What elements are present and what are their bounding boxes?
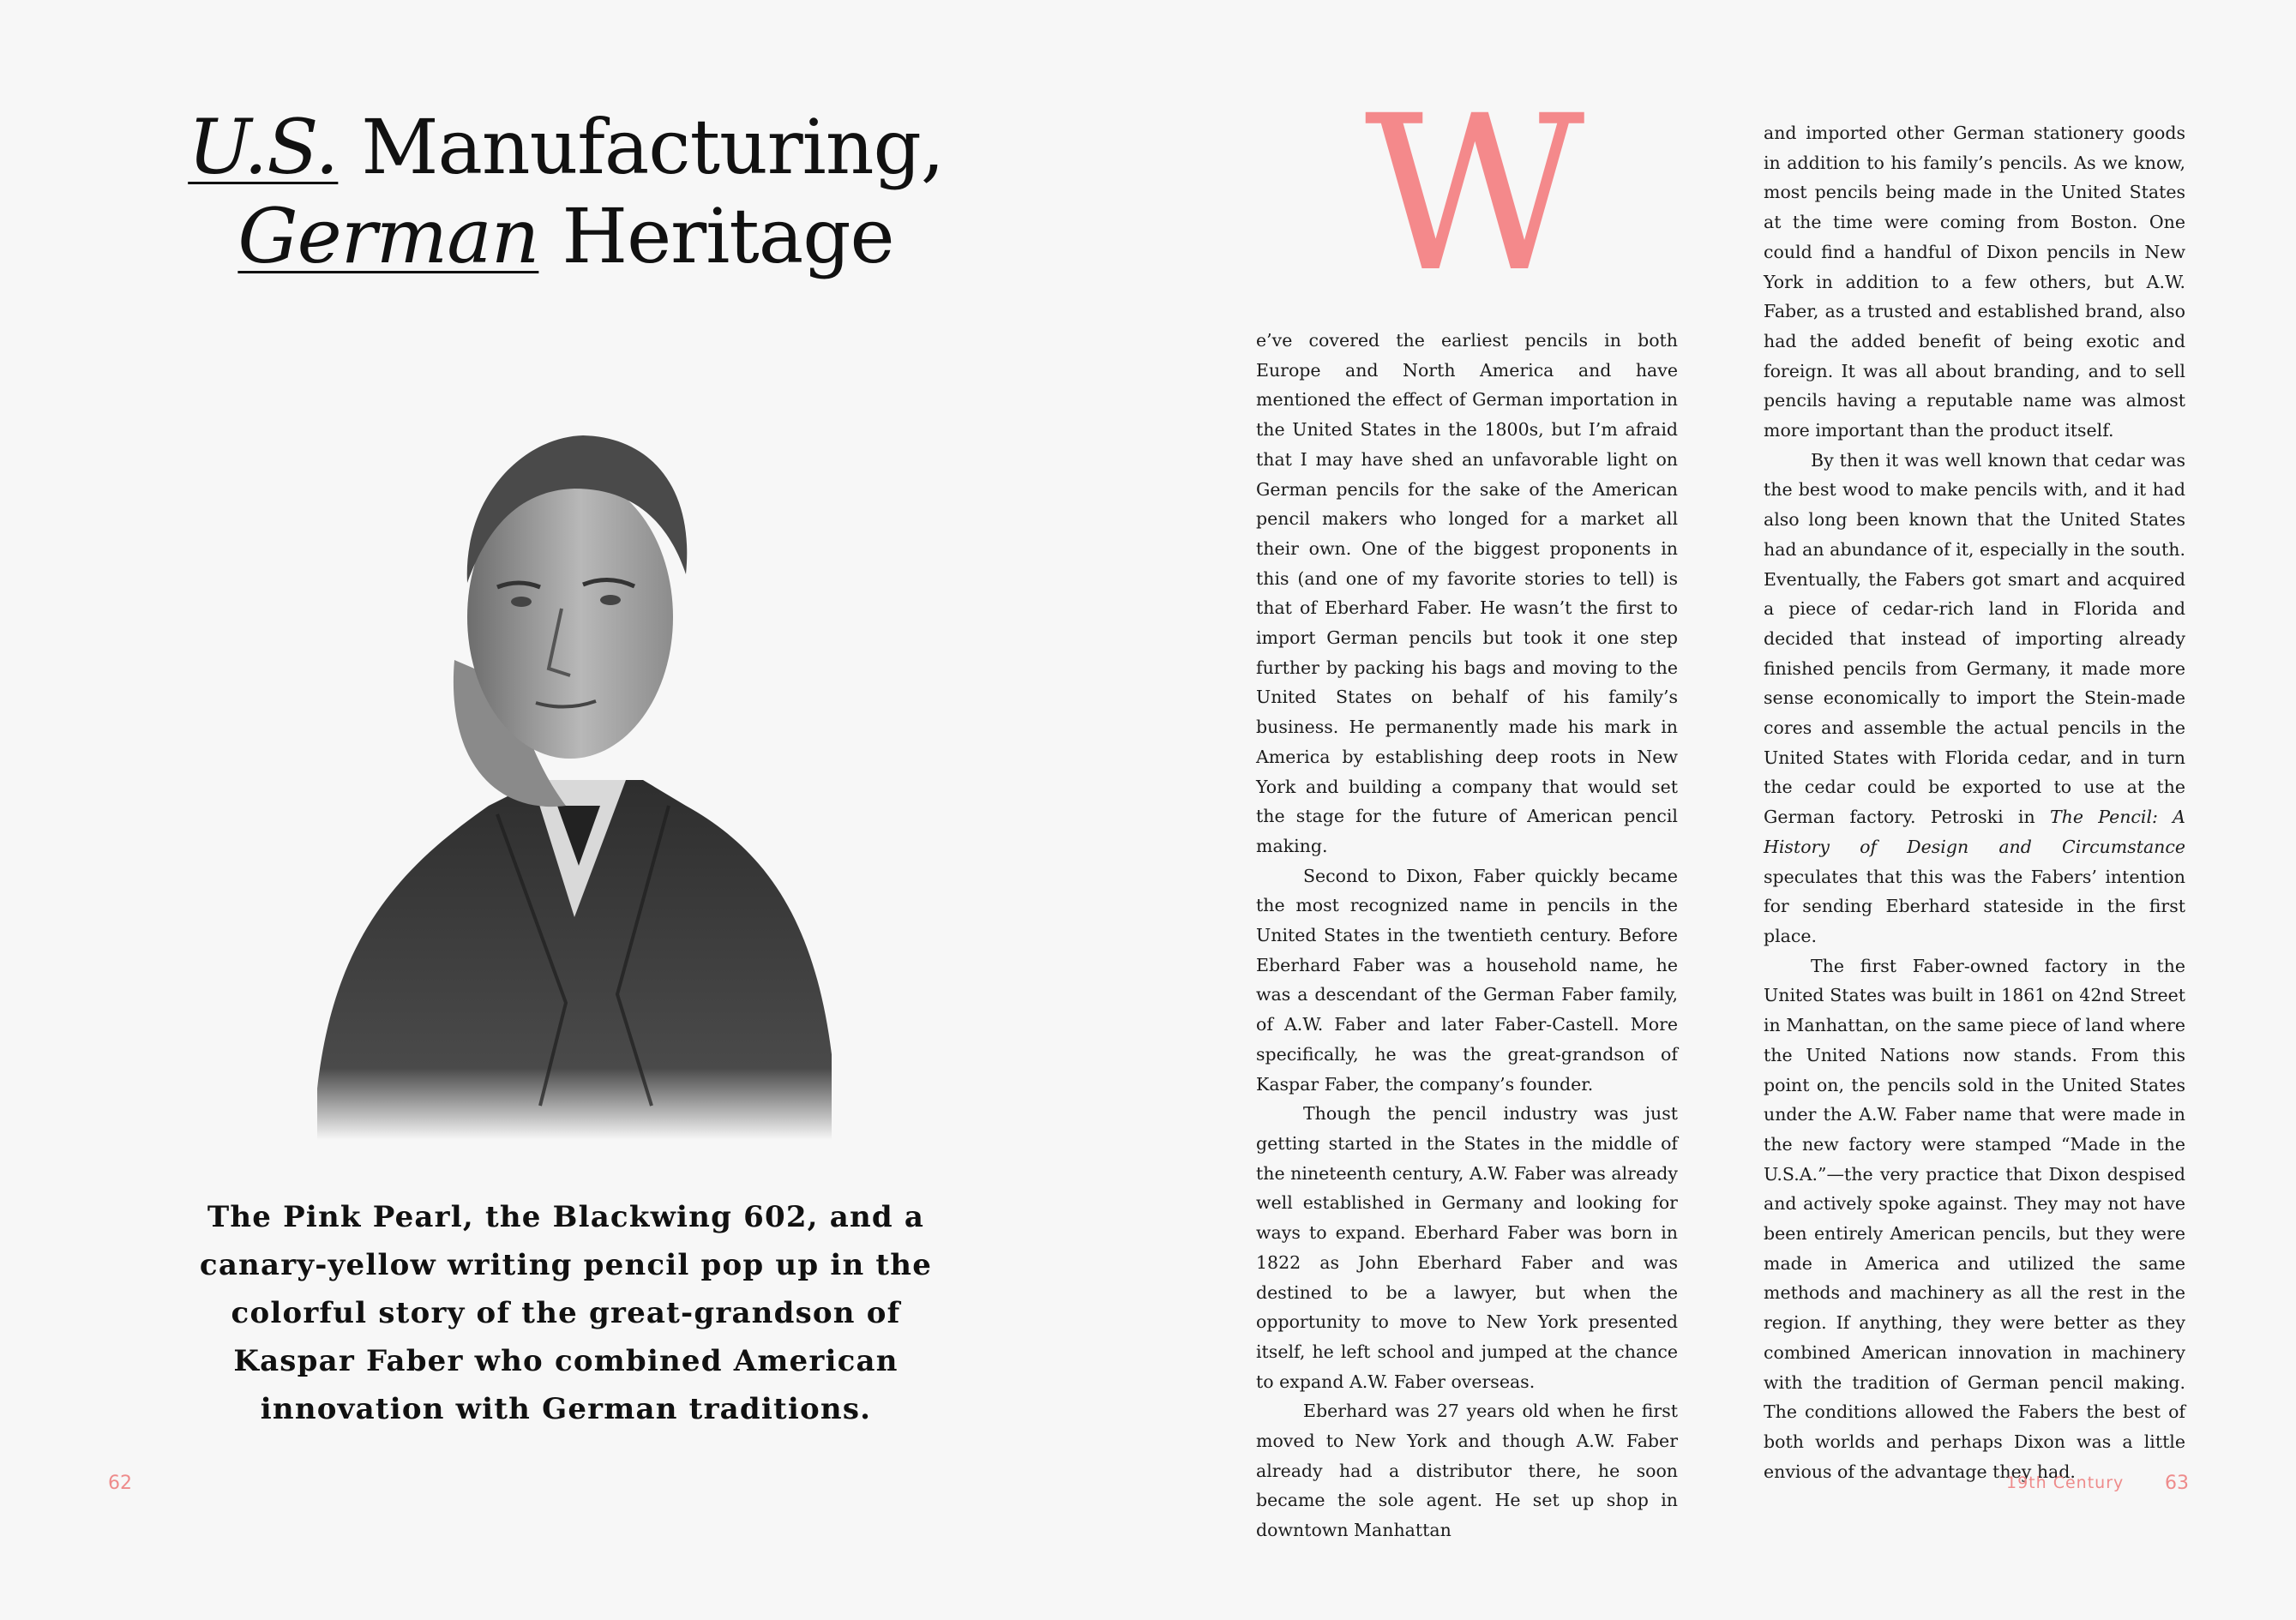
paragraph-text: speculates that this was the Fabers’ intention for sending Eberhard stateside in the first place. xyxy=(1764,866,2185,946)
book-title: The Pencil: A History of Design and Circumstance xyxy=(1764,807,2185,857)
body-column-2 xyxy=(1764,118,2185,1486)
eberhard-faber-portrait xyxy=(283,403,866,1140)
chapter-blurb: The Pink Pearl, the Blackwing 602, and a canary-yellow writing pencil pop up in the colorful story of the great-grandson of Kaspar Faber who combined American innovation with German traditions. xyxy=(199,1200,933,1426)
paragraph: Second to Dixon, Faber quickly became the most recognized name in pencils in the United States in the twentieth century. Before Eberhard Faber was a household name, he was a descendant of the German Faber family, of A.W. Faber and later Faber-Castell. More specifically, he was the great-grandson of Kaspar Faber, the company’s founder. xyxy=(1256,865,1678,1095)
drop-cap: W xyxy=(1364,69,1585,319)
running-head: 19th Century xyxy=(2006,1473,2125,1492)
paragraph xyxy=(1764,446,2185,951)
paragraph-text: By then it was well known that cedar was the best wood to make pencils with, and it had also long been known that the United States had an abundance of it, especially in the south. Eventually, the Fabers got smart and acquired a piece of cedar-rich land in Florida and decided that instead of importing already finished pencils from Germany, it made more sense economically to import the Stein-made cores and assemble the actual pencils in the United States with Florida cedar, and in turn the cedar could be exported to use at the German factory. Petroski in xyxy=(1764,449,2185,828)
title-german: German xyxy=(237,192,539,280)
title-manufacturing: Manufacturing, xyxy=(338,103,944,191)
paragraph: and imported other German stationery goods in addition to his family’s pencils. As we know, most pencils being made in the United States at the time were coming from Boston. One could find a handful of Dixon pencils in New York in addition to a few others, but A.W. Faber, as a trusted and established brand, also had the added benefit of being exotic and foreign. It was all about branding, and to sell pencils having a reputable name was almost more important than the product itself. xyxy=(1764,123,2185,441)
chapter-title xyxy=(154,103,977,281)
paragraph: The first Faber-owned factory in the United States was built in 1861 on 42nd Street in Manhattan, on the same piece of land where the United Nations now stands. From this point on, the pencils sold in the United States under the A.W. Faber name that were made in the new factory were stamped “Made in the U.S.A.”—the very practice that Dixon despised and actively spoke against. They may not have been entirely American pencils, but they were made in America and utilized the same methods and machinery as all the rest in the region. If anything, they were better as they combined American innovation in machinery with the tradition of German pencil making. The conditions allowed the Fabers the best of both worlds and perhaps Dixon was a little envious of the advantage they had. xyxy=(1764,955,2185,1482)
title-us: U.S. xyxy=(188,103,339,191)
body-column-1 xyxy=(1256,326,1678,1545)
paragraph: Eberhard was 27 years old when he first moved to New York and though A.W. Faber already had a distributor there, he soon became the sole agent. He set up shop in downtown Manhattan xyxy=(1256,1401,1678,1541)
page-number-left: 62 xyxy=(108,1473,132,1494)
title-heritage: Heritage xyxy=(538,192,894,280)
page-number-right: 63 xyxy=(2165,1473,2189,1494)
paragraph: e’ve covered the earliest pencils in both Europe and North America and have mentioned the effect of German importation in the United States in the 1800s, but I’m afraid that I may have shed an unfavorable light on German pencils for the sake of the American pencil makers who longed for a market all their own. One of the biggest proponents in this (and one of my favorite stories to tell) is that of Eberhard Faber. He wasn’t the first to import German pencils but took it one step further by packing his bags and moving to the United States on behalf of his family’s business. He permanently made his mark in America by establishing deep roots in New York and building a company that would set the stage for the future of American pencil making. xyxy=(1256,330,1678,856)
paragraph: Though the pencil industry was just getting started in the States in the middle of the nineteenth century, A.W. Faber was already well established in Germany and looking for ways to expand. Eberhard Faber was born in 1822 as John Eberhard Faber and was destined to be a lawyer, but when the opportunity to move to New York presented itself, he left school and jumped at the chance to expand A.W. Faber overseas. xyxy=(1256,1103,1678,1392)
